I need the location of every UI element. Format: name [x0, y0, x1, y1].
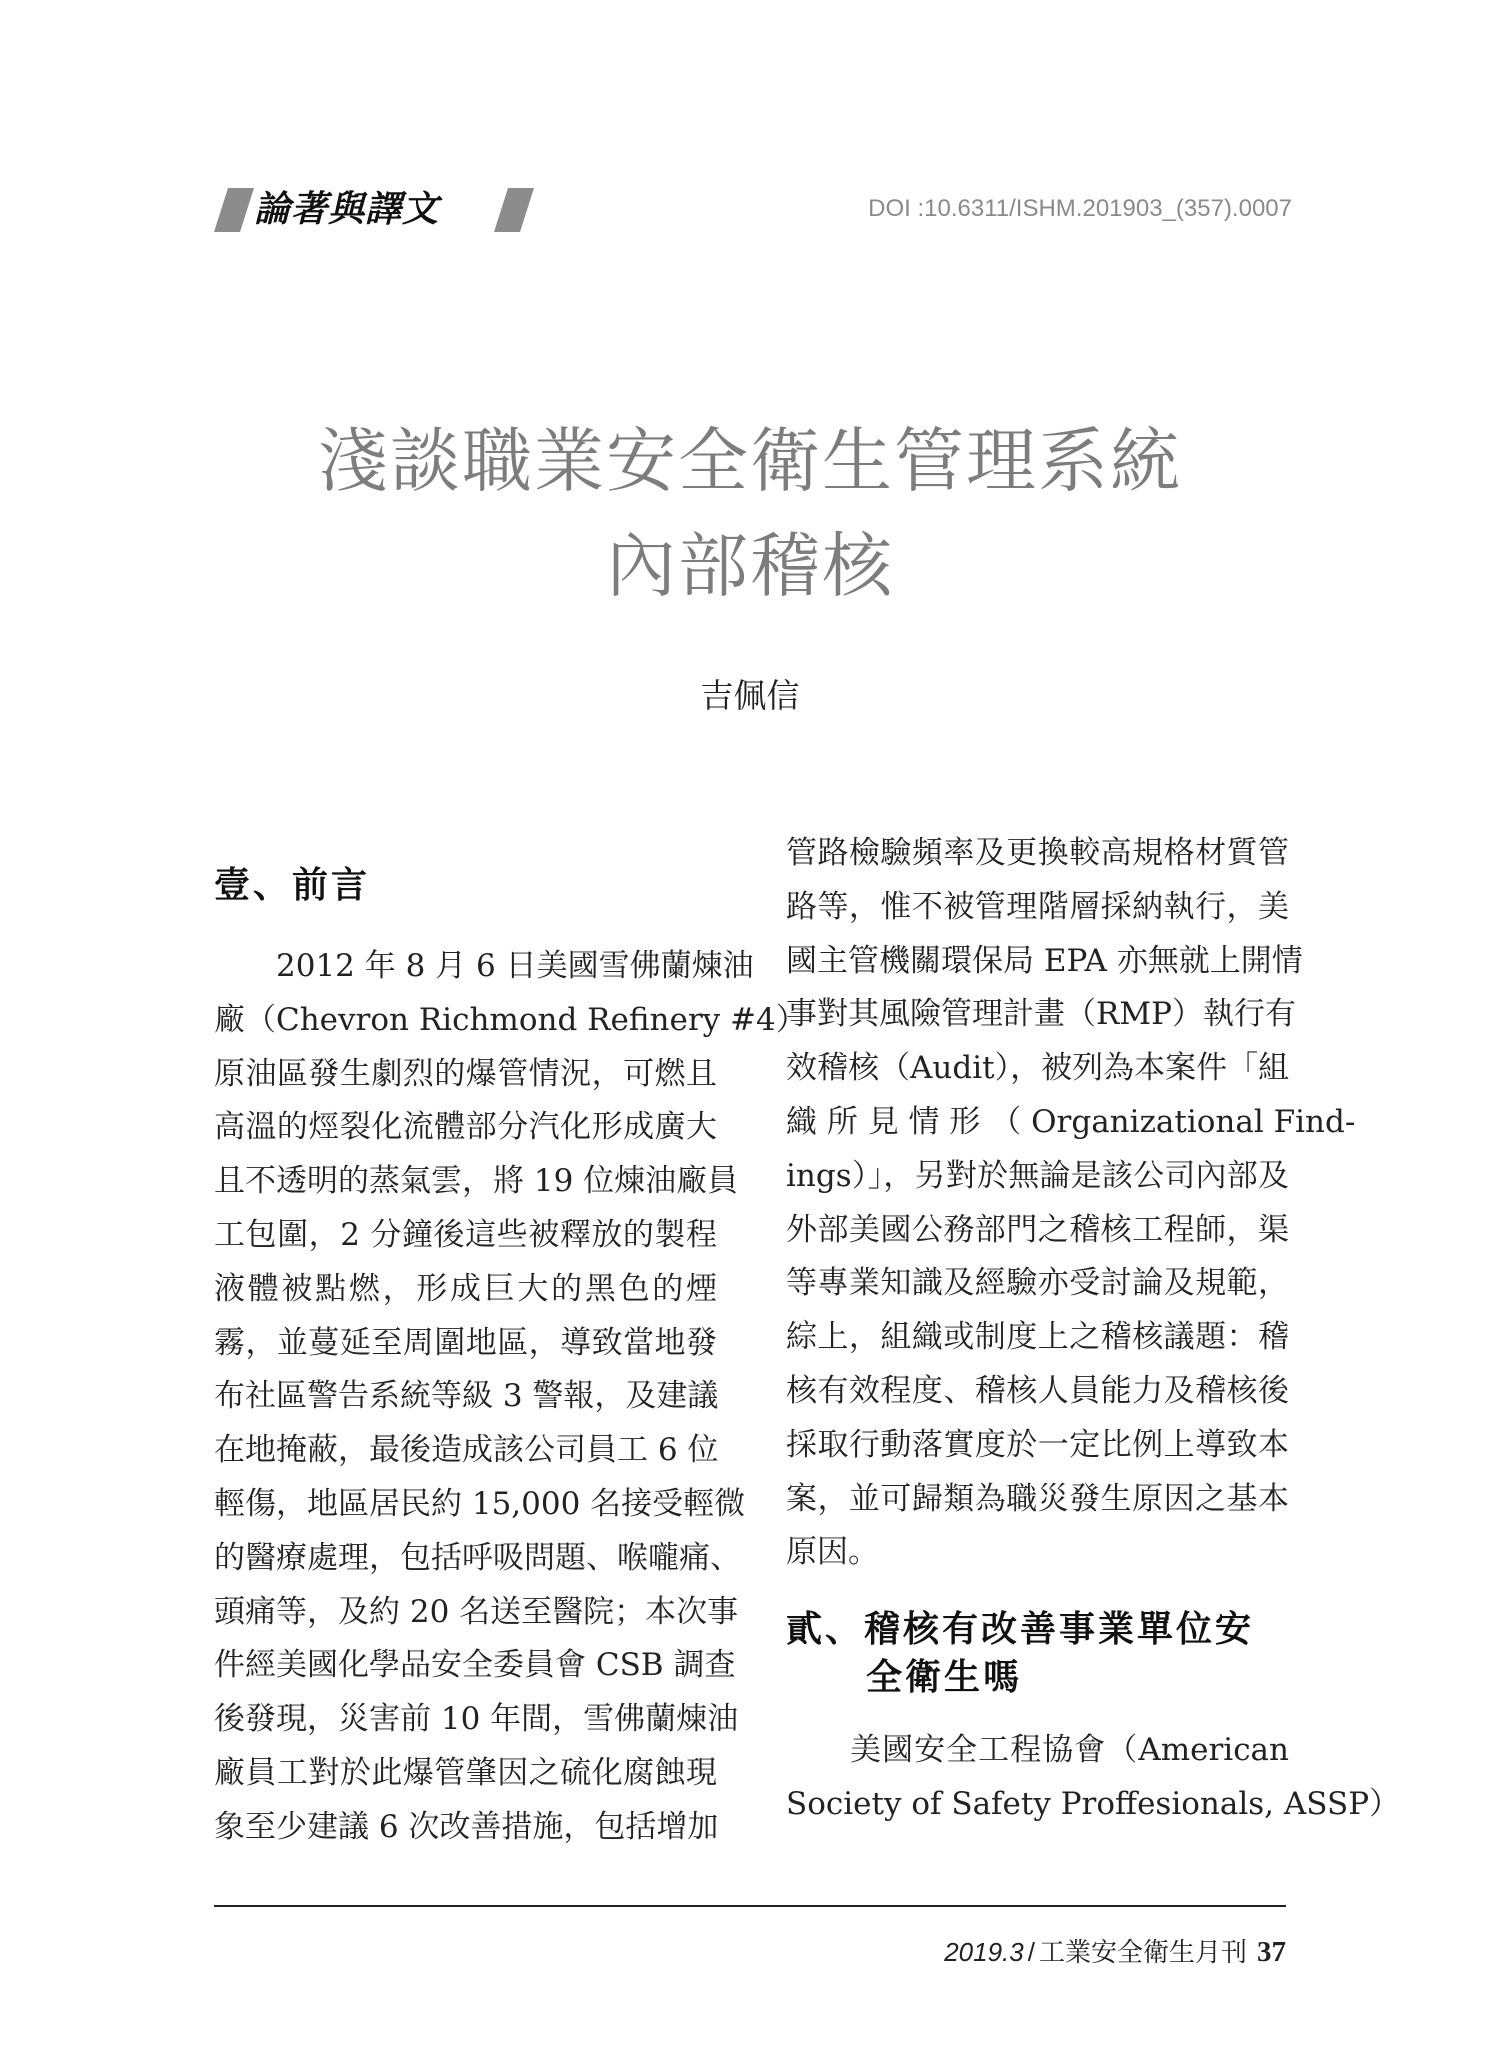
text-line: 採取行動落實度於一定比例上導致本 [786, 1426, 1289, 1463]
journal-name: 工業安全衛生月刊 [1038, 1938, 1247, 1968]
footer-rule [214, 1905, 1286, 1907]
section-heading-introduction: 壹、前言 [214, 865, 371, 906]
text-line: 等專業知識及經驗亦受討論及規範， [786, 1265, 1289, 1302]
text-line: 且不透明的蒸氣雲，將 19 位煉油廠員 [214, 1163, 739, 1200]
text-line: 象至少建議 6 次改善措施，包括增加 [214, 1808, 719, 1845]
footer-separator: / [1027, 1937, 1035, 1967]
left-column-body [214, 940, 807, 1855]
section-heading-audit-line-1: 貳、稽核有改善事業單位安 [786, 1609, 1255, 1651]
page-footer [944, 1932, 1286, 1969]
text-line: 輕傷，地區居民約 15,000 名接受輕微 [214, 1485, 746, 1522]
text-line: 國主管機關環保局 EPA 亦無就上開情 [786, 942, 1303, 979]
text-line: 後發現，災害前 10 年間，雪佛蘭煉油 [214, 1701, 739, 1738]
text-line: 廠員工對於此爆管肇因之硫化腐蝕現 [214, 1754, 717, 1791]
text-line: 美國安全工程協會（American [786, 1732, 1289, 1769]
author-name: 吉佩信 [700, 676, 800, 715]
section-label: 論著與譯文 [254, 189, 440, 230]
right-column-body-2 [786, 1724, 1401, 1832]
text-line: 在地掩蔽，最後造成該公司員工 6 位 [214, 1432, 719, 1469]
text-line: 液體被點燃，形成巨大的黑色的煙 [214, 1270, 717, 1307]
text-line: 廠（Chevron Richmond Refinery #4） [214, 1001, 807, 1038]
left-column [214, 832, 807, 1855]
text-line: 原因。 [786, 1534, 879, 1571]
text-line: 件經美國化學品安全委員會 CSB 調查 [214, 1647, 736, 1684]
text-line: 工包圍，2 分鐘後這些被釋放的製程 [214, 1216, 717, 1253]
text-line: ings）」，另對於無論是該公司內部及 [786, 1157, 1289, 1194]
text-line: 綜上，組織或制度上之稽核議題：稽 [786, 1319, 1289, 1356]
issue-date: 2019.3 [944, 1937, 1024, 1967]
right-column [786, 827, 1401, 1832]
text-line: Society of Safety Proffesionals, ASSP） [786, 1785, 1401, 1822]
text-line: 霧，並蔓延至周圍地區，導致當地發 [214, 1324, 717, 1361]
text-line: 原油區發生劇烈的爆管情況，可燃且 [214, 1055, 717, 1092]
text-line: 2012 年 8 月 6 日美國雪佛蘭煉油 [214, 948, 754, 984]
section-heading-audit-line-2: 全衛生嗎 [866, 1657, 1023, 1699]
article-title-line-1: 淺談職業安全衛生管理系統 [318, 420, 1182, 502]
section-banner [214, 188, 534, 232]
text-line: 管路檢驗頻率及更換較高規格材質管 [786, 835, 1289, 871]
text-line: 頭痛等，及約 20 名送至醫院；本次事 [214, 1593, 739, 1630]
text-line: 高溫的烴裂化流體部分汽化形成廣大 [214, 1109, 717, 1146]
text-line: 效稽核（Audit），被列為本案件「組 [786, 1050, 1290, 1087]
doi-text: DOI :10.6311/ISHM.201903_(357).0007 [868, 195, 1292, 222]
text-line: 織 所 見 情 形 （ Organizational Find- [786, 1103, 1356, 1140]
text-line: 事對其風險管理計畫（RMP）執行有 [786, 996, 1296, 1033]
text-line: 案，並可歸類為職災發生原因之基本 [786, 1480, 1289, 1517]
text-line: 核有效程度、稽核人員能力及稽核後 [786, 1372, 1289, 1409]
text-line: 布社區警告系統等級 3 警報，及建議 [214, 1378, 719, 1415]
right-column-body [786, 827, 1356, 1580]
text-line: 的醫療處理，包括呼吸問題、喉嚨痛、 [214, 1539, 741, 1576]
text-line: 路等，惟不被管理階層採納執行，美 [786, 888, 1289, 925]
text-line: 外部美國公務部門之稽核工程師，渠 [786, 1211, 1289, 1248]
page-number: 37 [1257, 1936, 1286, 1968]
article-title-line-2: 內部稽核 [606, 525, 894, 607]
